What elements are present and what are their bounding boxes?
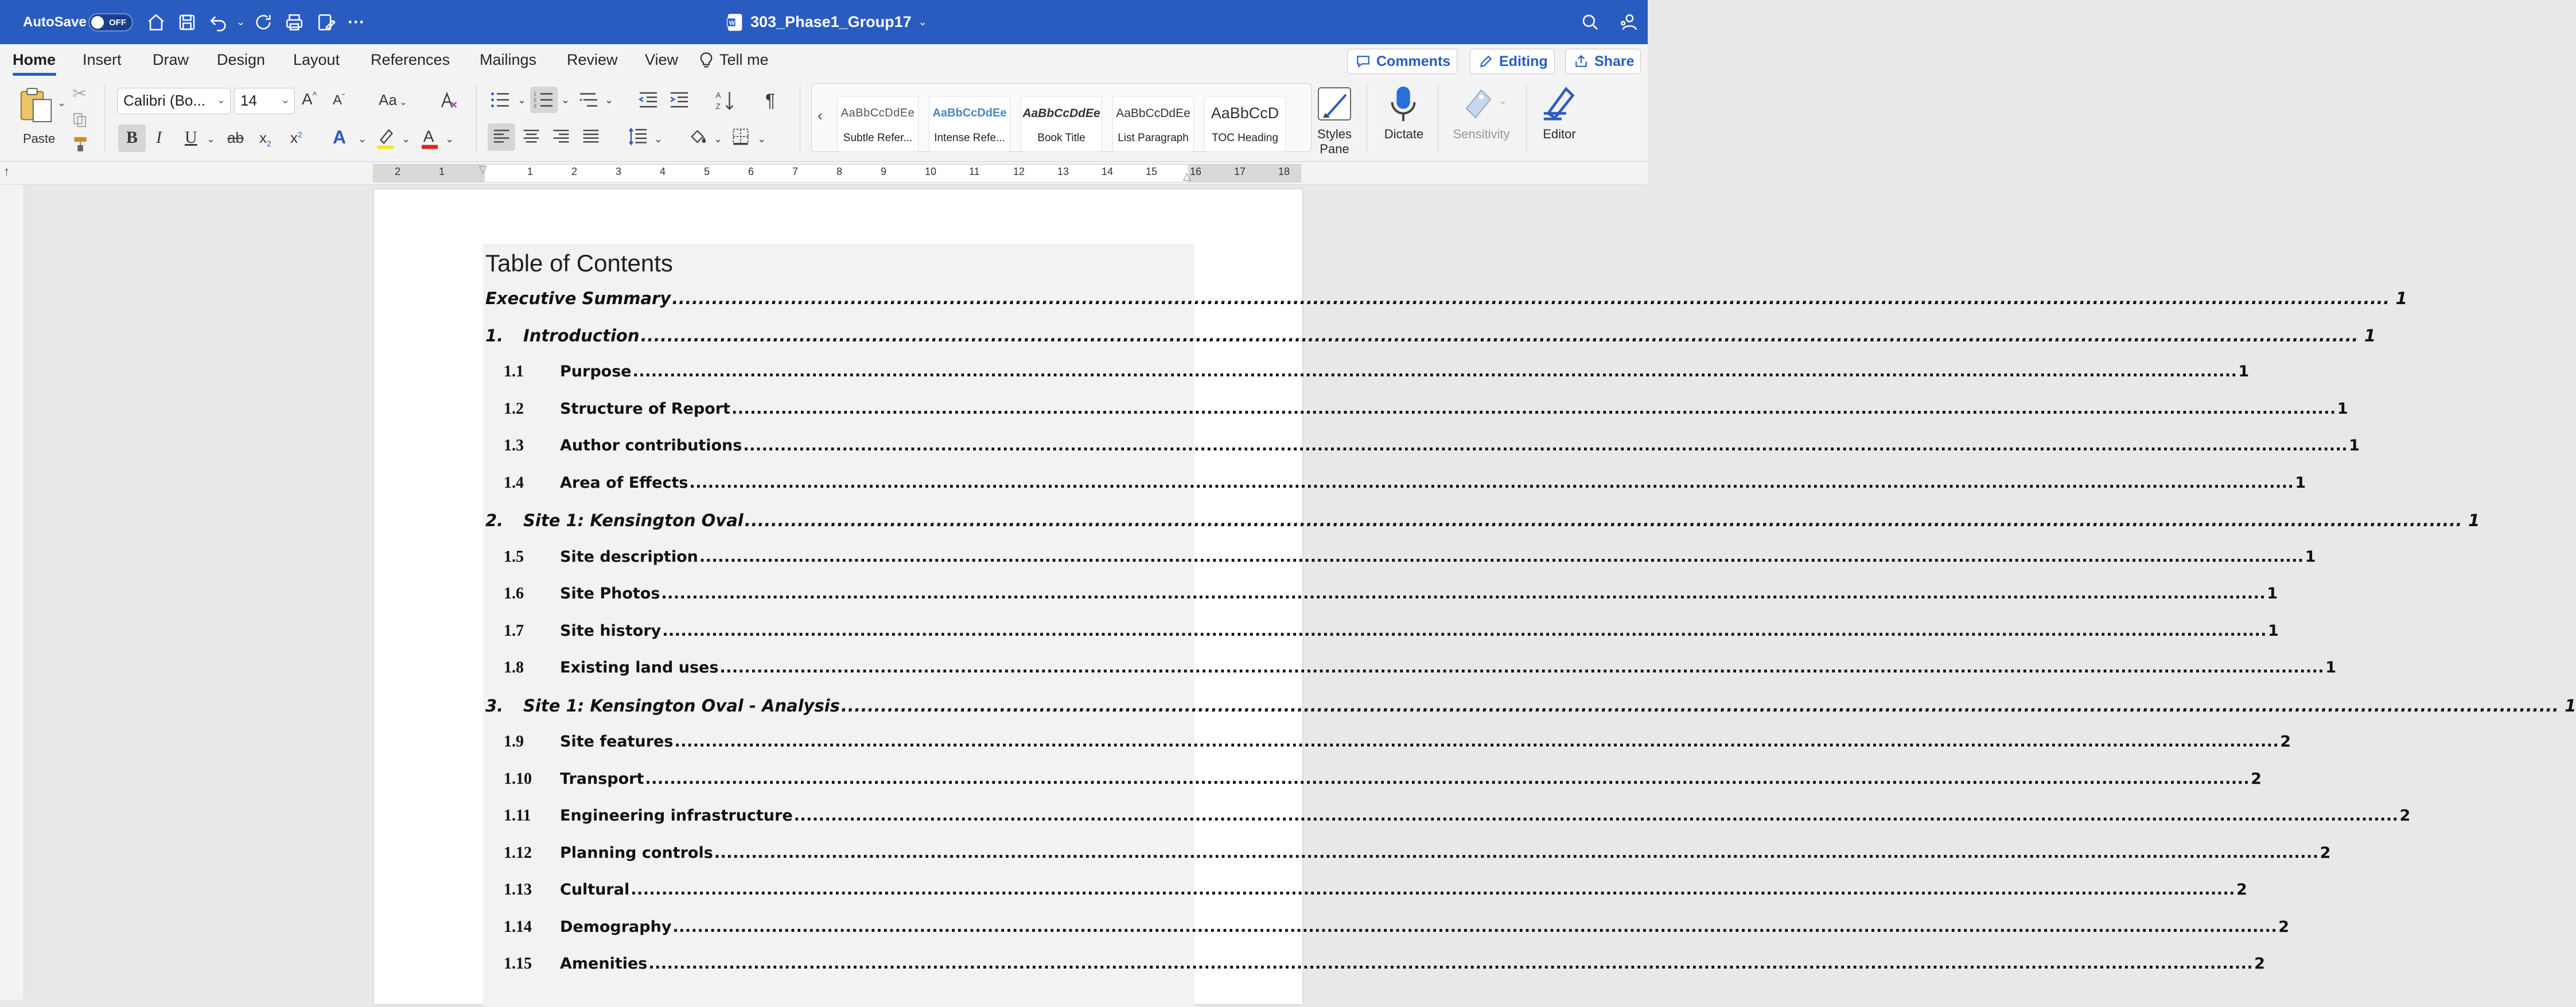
tab-review[interactable]: Review (567, 51, 618, 68)
comments-button[interactable] (1347, 49, 1457, 74)
home-icon[interactable] (146, 0, 166, 44)
toc-entry-number: 1.4 (504, 473, 524, 492)
right-indent-marker[interactable]: △ (1183, 170, 1191, 182)
first-line-indent-marker[interactable]: ▽ (479, 164, 487, 175)
customize-toolbar-icon[interactable] (317, 0, 336, 44)
toc-leader-dots: .................................................................................................................................................................................................................................................................... (731, 399, 2336, 418)
toc-entry[interactable] (485, 547, 2316, 573)
sensitivity-chevron-down-icon: ⌄ (1499, 95, 1508, 106)
autosave-label: AutoSave (23, 14, 87, 30)
toc-entry-number: 1.6 (504, 585, 524, 602)
toc-entry-page: 1 (2238, 363, 2250, 380)
dictate-button[interactable] (1387, 84, 1419, 127)
ruler-number: 6 (748, 166, 754, 177)
ruler-number: 8 (836, 166, 843, 177)
change-case-label: Aa (379, 91, 397, 108)
toc-entry-page: 1 (2325, 659, 2336, 676)
style-preview: AaBbCcDdEe (1022, 107, 1100, 120)
clear-formatting-icon[interactable] (438, 90, 459, 114)
toc-leader-dots: .................................................................................................................................................................................................................................................................... (689, 473, 2294, 492)
text-effects-icon[interactable]: A (333, 127, 347, 147)
show-formatting-marks-icon[interactable]: ¶ (765, 90, 776, 111)
ruler-number: 2 (395, 166, 401, 177)
svg-text:Z: Z (715, 102, 721, 111)
underline-button[interactable]: U (185, 128, 197, 147)
tab-design[interactable]: Design (217, 51, 266, 68)
toc-entry-text: Executive Summary (485, 289, 671, 308)
style-name: TOC Heading (1212, 132, 1278, 144)
style-list-paragraph[interactable] (1112, 96, 1194, 152)
toc-entry[interactable] (485, 807, 2411, 832)
shrink-font-icon[interactable]: $A^ˇ$ (333, 92, 345, 108)
toc-entry-page: 2 (2278, 917, 2289, 936)
style-name: Book Title (1037, 132, 1085, 144)
font-color-icon[interactable] (420, 126, 439, 153)
toc-entry-page: 1 (2395, 289, 2407, 308)
toc-leader-dots: .................................................................................................................................................................................................................................................................... (640, 325, 2359, 345)
toc-entry-number: 3. (485, 695, 504, 716)
word-doc-icon (726, 13, 744, 32)
print-icon[interactable] (285, 0, 304, 44)
ruler-number: 15 (1146, 166, 1158, 177)
ruler-number: 4 (660, 166, 666, 177)
strikethrough-button[interactable]: ab (227, 129, 244, 146)
toc-leader-dots: .................................................................................................................................................................................................................................................................... (719, 659, 2325, 676)
tab-layout[interactable]: Layout (293, 51, 340, 68)
paste-button[interactable] (16, 85, 67, 146)
undo-icon[interactable] (209, 0, 228, 44)
align-left-icon[interactable] (488, 123, 515, 151)
toc-leader-dots: .................................................................................................................................................................................................................................................................... (645, 769, 2250, 788)
sensitivity-button[interactable] (1461, 85, 1508, 123)
shading-icon[interactable] (688, 127, 708, 150)
toc-entry-text: Introduction (523, 325, 640, 345)
toc-entry-page: 1 (2364, 325, 2376, 345)
toc-entry-text: Transport (560, 769, 644, 788)
paste-label: Paste (23, 131, 56, 146)
toc-entry-text: Area of Effects (560, 473, 688, 492)
editor-label: Editor (1543, 127, 1576, 141)
toc-entry-number: 1. (485, 325, 504, 345)
comments-label: Comments (1376, 53, 1451, 69)
tab-mailings[interactable]: Mailings (480, 51, 537, 68)
autosave-state: OFF (109, 17, 126, 28)
cut-icon[interactable]: ✂ (72, 84, 87, 103)
toc-leader-dots: .................................................................................................................................................................................................................................................................... (672, 917, 2278, 936)
toc-entry[interactable] (485, 473, 2306, 499)
search-icon[interactable] (1581, 0, 1600, 44)
font-size-value: 14 (240, 92, 257, 109)
toc-entry-page: 1 (2337, 399, 2348, 418)
toc-entry[interactable] (485, 399, 2348, 425)
increase-indent-icon[interactable] (669, 90, 690, 113)
toc-entry[interactable] (485, 917, 2289, 943)
document-area (0, 185, 2576, 1000)
toc-entry-number: 1.12 (504, 843, 532, 862)
toc-leader-dots: .................................................................................................................................................................................................................................................................... (744, 511, 2463, 530)
toc-entry-page: 2 (2320, 843, 2331, 862)
toc-leader-dots: .................................................................................................................................................................................................................................................................... (661, 585, 2266, 602)
tell-me-label: Tell me (719, 51, 769, 68)
toc-entry-text: Amenities (560, 955, 648, 973)
font-name-select[interactable] (117, 88, 231, 114)
toc-leader-dots: .................................................................................................................................................................................................................................................................... (699, 547, 2304, 566)
toc-entry-text: Site 1: Kensington Oval - Analysis (523, 695, 840, 716)
align-center-icon[interactable] (522, 128, 540, 149)
table-of-contents[interactable] (483, 244, 2576, 1007)
toc-entry-number: 1.10 (504, 769, 532, 788)
bullets-icon[interactable] (490, 90, 511, 113)
account-icon[interactable] (1619, 0, 1639, 44)
svg-text:2: 2 (534, 97, 537, 103)
toc-entry[interactable] (485, 621, 2279, 647)
ruler-number: 13 (1057, 166, 1069, 177)
ruler-number: 17 (1234, 166, 1246, 177)
toc-entry-text: Author contributions (560, 437, 742, 454)
toc-entry[interactable] (485, 881, 2247, 906)
toc-entry-page: 1 (2295, 473, 2306, 492)
document-title: 303_Phase1_Group17 (750, 13, 912, 30)
toc-entry[interactable] (485, 955, 2265, 980)
toc-entry-text: Demography (560, 917, 672, 936)
toc-leader-dots: .................................................................................................................................................................................................................................................................... (840, 695, 2559, 716)
undo-dropdown-chevron-icon[interactable]: ⌄ (236, 16, 246, 28)
separator (1526, 84, 1527, 153)
toc-entry-page: 1 (2565, 695, 2576, 716)
style-name: List Paragraph (1118, 132, 1189, 144)
ruler-number: 2 (571, 166, 578, 177)
toc-entry-text: Structure of Report (560, 399, 730, 418)
ruler-left-margin (373, 165, 485, 182)
microphone-icon (1387, 84, 1419, 125)
ruler-number: 9 (881, 166, 887, 177)
align-right-icon[interactable] (552, 128, 570, 149)
toc-leader-dots: .................................................................................................................................................................................................................................................................... (631, 881, 2235, 899)
toc-leader-dots: .................................................................................................................................................................................................................................................................... (714, 843, 2319, 862)
lightbulb-icon (699, 52, 714, 69)
toc-entry-page: 1 (2305, 547, 2316, 566)
toc-leader-dots: .................................................................................................................................................................................................................................................................... (648, 955, 2254, 973)
ruler-number: 16 (1190, 166, 1202, 177)
title-bar (0, 0, 1648, 44)
toc-entry[interactable] (485, 289, 2407, 314)
toc-title: Table of Contents (485, 250, 673, 277)
style-intense-reference[interactable] (929, 96, 1010, 152)
sensitivity-icon (1461, 85, 1495, 120)
style-name: Subtle Refer... (843, 132, 913, 144)
numbering-chevron-down-icon[interactable]: ⌄ (561, 94, 570, 106)
tab-view[interactable]: View (645, 51, 679, 68)
toc-entry-text: Site description (560, 547, 698, 566)
toc-entry[interactable] (485, 363, 2250, 388)
toc-leader-dots: .................................................................................................................................................................................................................................................................... (662, 621, 2267, 640)
toc-entry[interactable] (485, 437, 2360, 462)
style-name: Intense Refe... (934, 132, 1005, 144)
font-size-chevron-down-icon: ⌄ (281, 94, 290, 106)
grow-font-icon[interactable]: A^ (302, 90, 317, 108)
ruler-track[interactable] (373, 164, 1301, 182)
editing-button[interactable] (1470, 49, 1555, 74)
toc-leader-dots: .................................................................................................................................................................................................................................................................... (672, 289, 2390, 308)
style-preview: AaBbCcDdEe (840, 107, 915, 119)
toggle-knob (91, 16, 104, 29)
font-size-select[interactable] (234, 88, 295, 114)
format-painter-icon[interactable] (71, 135, 90, 157)
font-color-chevron-down-icon[interactable]: ⌄ (445, 133, 454, 145)
toc-leader-dots: .................................................................................................................................................................................................................................................................... (632, 363, 2238, 380)
pencil-icon (1478, 54, 1493, 69)
toc-entry-page: 2 (2399, 807, 2411, 825)
tell-me-box[interactable] (699, 51, 769, 69)
toc-entry[interactable] (485, 733, 2291, 758)
toc-entry[interactable] (485, 695, 2576, 721)
svg-text:A: A (423, 127, 434, 145)
highlight-icon[interactable] (375, 127, 396, 153)
style-preview: AaBbCcD (1211, 104, 1279, 122)
save-icon[interactable] (178, 0, 196, 44)
subscript-button[interactable]: $x_2$ (259, 129, 271, 149)
bullets-chevron-down-icon[interactable]: ⌄ (517, 94, 527, 106)
toc-entry-text: Site history (560, 621, 661, 640)
toc-entry-text: Existing land uses (560, 659, 719, 676)
toc-entry[interactable] (485, 325, 2376, 351)
redo-icon[interactable] (254, 0, 273, 44)
ruler-number: 10 (925, 166, 937, 177)
ruler-number: 12 (1013, 166, 1025, 177)
styles-pane-button[interactable] (1316, 85, 1353, 122)
autosave-toggle[interactable] (88, 13, 133, 32)
clipboard-icon (16, 85, 56, 126)
ruler-number: 11 (969, 166, 980, 177)
toc-entry-number: 1.2 (504, 399, 524, 418)
font-name-chevron-down-icon: ⌄ (216, 94, 225, 106)
underline-chevron-down-icon[interactable]: ⌄ (207, 133, 216, 145)
tab-references[interactable]: References (371, 51, 450, 68)
toc-entry-page: 2 (2251, 769, 2262, 788)
ruler-number: 5 (704, 166, 710, 177)
multilevel-list-icon[interactable] (578, 90, 599, 113)
more-icon[interactable]: ··· (348, 12, 365, 32)
toc-entry-number: 1.1 (504, 363, 524, 380)
separator (104, 84, 105, 153)
toc-entry-page: 1 (2468, 511, 2480, 530)
highlight-chevron-down-icon[interactable]: ⌄ (402, 133, 411, 145)
autosave-group (23, 0, 87, 44)
ruler-number: 1 (439, 166, 445, 177)
tab-stop-selector-icon[interactable]: ↑ (3, 164, 10, 178)
line-spacing-icon[interactable] (628, 127, 648, 150)
styles-gallery (811, 83, 1312, 152)
toc-leader-dots: .................................................................................................................................................................................................................................................................... (743, 437, 2348, 454)
horizontal-ruler[interactable] (0, 162, 1648, 185)
share-label: Share (1594, 53, 1635, 69)
styles-pane-icon (1316, 85, 1353, 122)
active-tab-indicator (13, 73, 56, 76)
toc-entry-number: 1.9 (504, 733, 524, 751)
svg-text:W: W (729, 19, 735, 26)
toc-entry[interactable] (485, 585, 2278, 610)
font-name-value: Calibri (Bo... (123, 92, 206, 109)
sensitivity-label: Sensitivity (1453, 127, 1510, 141)
styles-pane-label: Styles Pane (1317, 127, 1352, 156)
tab-draw[interactable]: Draw (153, 51, 189, 68)
document-title-group[interactable] (726, 0, 927, 44)
ribbon-tabs (0, 44, 1648, 77)
toc-entry-text: Cultural (560, 881, 630, 899)
toc-entry-number: 1.15 (504, 955, 532, 973)
svg-text:1: 1 (534, 91, 537, 97)
gallery-prev-chevron-left-icon[interactable]: ‹ (818, 107, 823, 124)
style-preview: AaBbCcDdEe (1116, 107, 1190, 120)
toc-entry[interactable] (485, 659, 2336, 684)
toc-entry-number: 1.11 (504, 807, 531, 825)
toc-entry-number: 1.14 (504, 917, 532, 936)
style-book-title[interactable] (1021, 96, 1102, 152)
text-effects-chevron-down-icon[interactable]: ⌄ (358, 133, 367, 145)
separator (476, 84, 477, 153)
toc-entry-page: 1 (2267, 585, 2278, 602)
toc-entry-page: 2 (2254, 955, 2265, 973)
shading-chevron-down-icon[interactable]: ⌄ (714, 133, 723, 145)
toc-leader-dots: .................................................................................................................................................................................................................................................................... (674, 733, 2279, 751)
copy-icon[interactable] (71, 111, 88, 131)
share-button[interactable] (1565, 49, 1641, 74)
toc-entry-text: Site Photos (560, 585, 660, 602)
toc-leader-dots: .................................................................................................................................................................................................................................................................... (793, 807, 2399, 825)
toc-entry-number: 1.13 (504, 881, 532, 899)
toc-entry-text: Purpose (560, 363, 632, 380)
toc-entry-text: Site 1: Kensington Oval (523, 511, 744, 530)
toc-entry-number: 1.3 (504, 437, 524, 454)
svg-text:A: A (715, 91, 721, 100)
style-preview: AaBbCcDdEe (932, 107, 1007, 119)
sort-icon[interactable] (715, 89, 736, 115)
share-icon (1574, 54, 1589, 69)
superscript-button[interactable]: $x^2$ (290, 129, 302, 146)
ruler-number: 1 (527, 166, 534, 177)
paste-chevron-down-icon[interactable]: ⌄ (57, 97, 67, 108)
toc-entry-page: 2 (2280, 733, 2291, 751)
ruler-number: 18 (1278, 166, 1290, 177)
toc-entry-number: 2. (485, 511, 504, 530)
toc-entry-page: 1 (2268, 621, 2279, 640)
toc-entry-page: 2 (2236, 881, 2247, 899)
toc-entry[interactable] (485, 843, 2331, 869)
toc-entry-number: 1.8 (504, 659, 524, 676)
style-toc-heading[interactable] (1204, 96, 1286, 152)
ruler-number: 14 (1102, 166, 1114, 177)
borders-icon[interactable] (731, 127, 750, 150)
editor-button[interactable] (1541, 84, 1578, 127)
ribbon-home (0, 77, 1648, 162)
ruler-number: 7 (792, 166, 799, 177)
comment-icon (1356, 54, 1371, 69)
toc-entry-text: Planning controls (560, 843, 713, 862)
multilevel-chevron-down-icon[interactable]: ⌄ (605, 94, 614, 106)
toc-entry-number: 1.7 (504, 621, 524, 640)
svg-text:3: 3 (534, 103, 537, 109)
numbering-icon[interactable] (530, 87, 558, 113)
toc-entry[interactable] (485, 769, 2262, 795)
borders-chevron-down-icon[interactable]: ⌄ (757, 133, 766, 145)
toc-entry-text: Engineering infrastructure (560, 807, 793, 825)
justify-icon[interactable] (582, 128, 600, 149)
line-spacing-chevron-down-icon[interactable]: ⌄ (654, 133, 663, 145)
tab-insert[interactable]: Insert (83, 51, 122, 68)
toc-entry-page: 1 (2349, 437, 2360, 454)
change-case-button[interactable]: Aa ⌄ (379, 91, 407, 108)
style-subtle-reference[interactable] (837, 96, 919, 152)
toc-entry-text: Site features (560, 733, 674, 751)
toc-entry[interactable] (485, 511, 2480, 536)
editing-label: Editing (1499, 53, 1548, 69)
dictate-label: Dictate (1384, 127, 1424, 141)
ruler-number: 3 (616, 166, 622, 177)
tab-home[interactable]: Home (13, 51, 56, 68)
bold-button[interactable]: B (118, 125, 146, 152)
decrease-indent-icon[interactable] (638, 90, 659, 113)
document-page[interactable] (374, 189, 2576, 1004)
toc-entry-number: 1.5 (504, 547, 524, 566)
vertical-ruler (0, 185, 24, 1000)
editor-pen-icon (1541, 84, 1578, 125)
italic-button[interactable]: I (156, 128, 162, 147)
title-chevron-down-icon: ⌄ (918, 16, 927, 28)
